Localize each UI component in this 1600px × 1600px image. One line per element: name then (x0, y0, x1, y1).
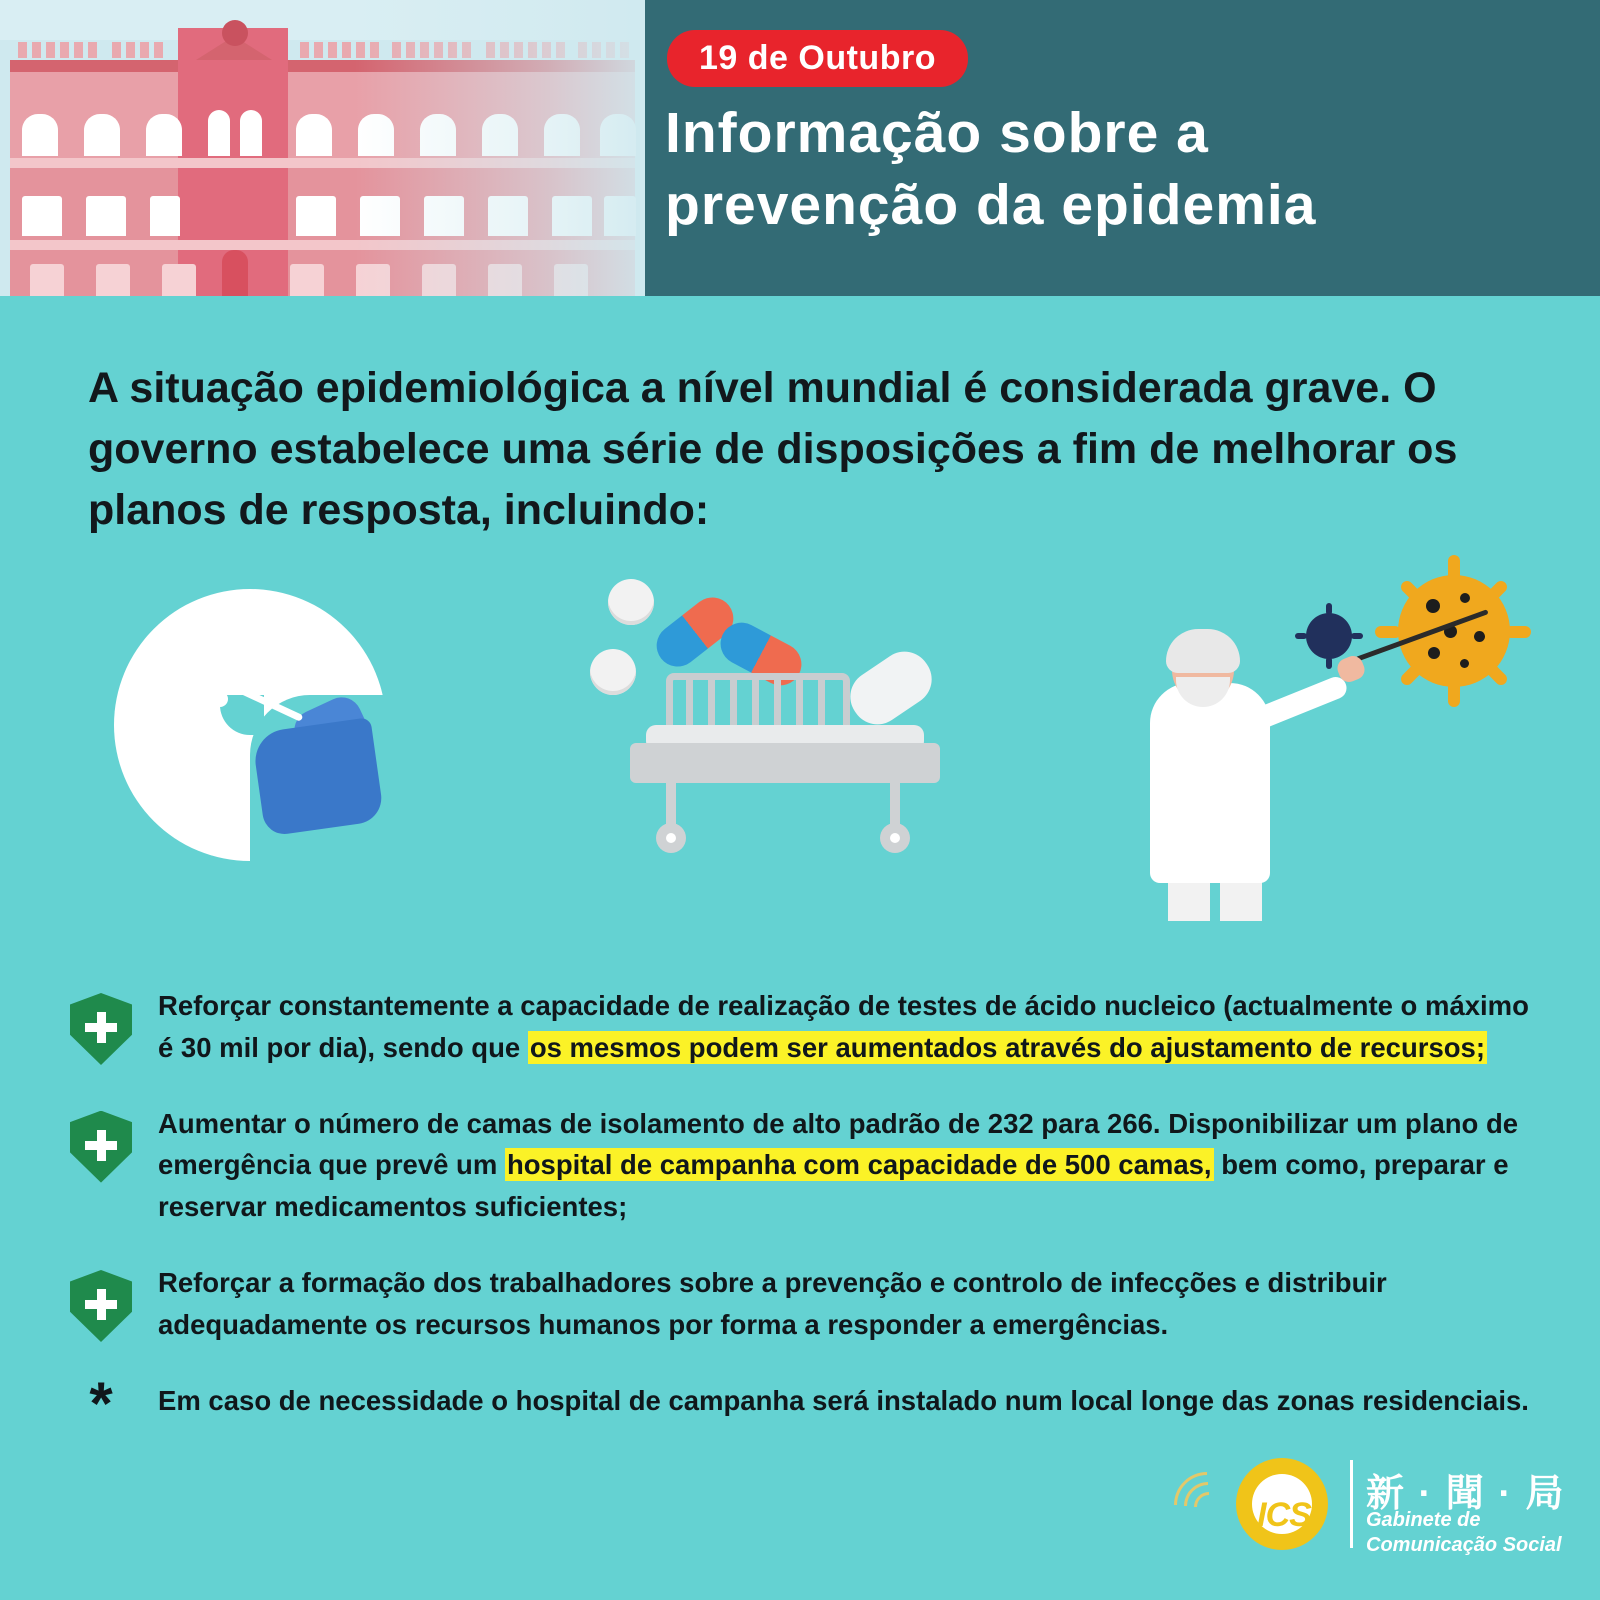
page-title (665, 98, 1585, 242)
doctor-pointing-icon (1120, 565, 1540, 925)
shield-plus-icon (70, 1111, 132, 1183)
illustration-row (0, 565, 1600, 945)
page-title-line-1: Informação sobre a (665, 101, 1209, 165)
pillow (840, 642, 941, 735)
logo-chinese-name: 新 · 聞 · 局 (1366, 1473, 1566, 1515)
bed-wheel (880, 823, 910, 853)
ics-logo (1174, 1444, 1566, 1564)
note-text (158, 1380, 1540, 1422)
logo-portuguese-name (1366, 1508, 1562, 1558)
logo-portuguese-line-1: Gabinete de (1366, 1509, 1481, 1531)
bullet-2-part-3: bem como, preparar e reservar medicamentos suficientes; (158, 1149, 1509, 1223)
nasal-swab-test-icon (100, 575, 400, 875)
virus-large-icon (1398, 575, 1510, 687)
list-item-text (158, 985, 1540, 1069)
list-item-text (158, 1103, 1540, 1228)
list-item-note (70, 1369, 1540, 1437)
virus-small-icon (1306, 613, 1352, 659)
doctor-hair (1166, 629, 1240, 673)
date-badge: 19 de Outubro (667, 30, 968, 87)
bullet-4-part-1: Em caso de necessidade o hospital de campanha será instalado num local longe das zonas residenciais. (158, 1384, 1529, 1416)
logo-portuguese-line-2: Comunicação Social (1366, 1534, 1562, 1556)
bullet-3-part-1: Reforçar a formação dos trabalhadores sobre a prevenção e controlo de infecções e distribuir adequadamente os recursos humanos por forma a responder a emergências. (158, 1266, 1387, 1340)
asterisk-icon: * (89, 1369, 113, 1437)
bullet-1-part-1: Reforçar constantemente a capacidade de realização de testes de ácido nucleico (actualmente o máximo é 30 mil por dia), sendo que (158, 990, 1529, 1063)
list-item (70, 1262, 1540, 1346)
intro-paragraph: A situação epidemiológica a nível mundial é considerada grave. O governo estabelece uma série de disposições a fim de melhorar os planos de resposta, incluindo: (88, 364, 1458, 535)
bullet-1-highlight: os mesmos podem ser aumentados através do ajustamento de recursos; (529, 1031, 1485, 1063)
list-item-text (158, 1262, 1540, 1346)
bullet-2-highlight: hospital de campanha com capacidade de 500 camas, (506, 1149, 1212, 1181)
shield-plus-icon (70, 1270, 132, 1342)
list-item (70, 1103, 1540, 1228)
signal-waves-icon (1174, 1462, 1244, 1546)
building-fade-overlay (0, 0, 645, 296)
page-title-line-2: prevenção da epidemia (665, 172, 1317, 237)
hospital-bed-icon (590, 565, 1010, 915)
list-item (70, 985, 1540, 1069)
bed-wheel (656, 823, 686, 853)
header-illustration-panel (0, 0, 645, 296)
logo-acronym: ICS (1257, 1496, 1311, 1534)
bullet-2-part-1: Aumentar o número de camas de isolamento de alto padrão de 232 para 266. Disponibilizar um plano de emergência que prevê um (158, 1107, 1519, 1181)
logo-divider (1350, 1460, 1353, 1548)
measures-list (70, 985, 1540, 1462)
header (0, 0, 1600, 296)
header-text-panel (645, 0, 1600, 296)
shield-plus-icon (70, 993, 132, 1065)
